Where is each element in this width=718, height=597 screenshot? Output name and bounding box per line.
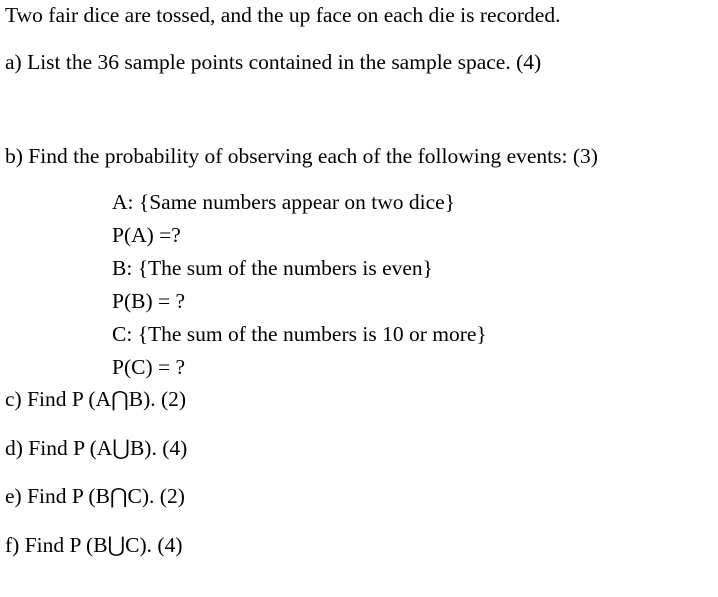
event-c-definition: C: {The sum of the numbers is 10 or more} [112, 322, 487, 346]
part-e-text: e) Find P (B⋂C). (2) [5, 484, 185, 508]
part-f-text: f) Find P (B⋃C). (4) [5, 533, 183, 557]
event-a-probability: P(A) =? [112, 223, 181, 247]
event-b-probability: P(B) = ? [112, 289, 186, 313]
part-a-text: a) List the 36 sample points contained in the sample space. (4) [5, 50, 542, 74]
event-a-definition: A: {Same numbers appear on two dice} [112, 190, 456, 214]
event-b-definition: B: {The sum of the numbers is even} [112, 256, 433, 280]
part-d-text: d) Find P (A⋃B). (4) [5, 436, 188, 460]
part-c-text: c) Find P (A⋂B). (2) [5, 387, 187, 411]
question-intro: Two fair dice are tossed, and the up face on each die is recorded. [5, 3, 561, 27]
event-c-probability: P(C) = ? [112, 355, 186, 379]
part-b-text: b) Find the probability of observing each of the following events: (3) [5, 144, 598, 168]
